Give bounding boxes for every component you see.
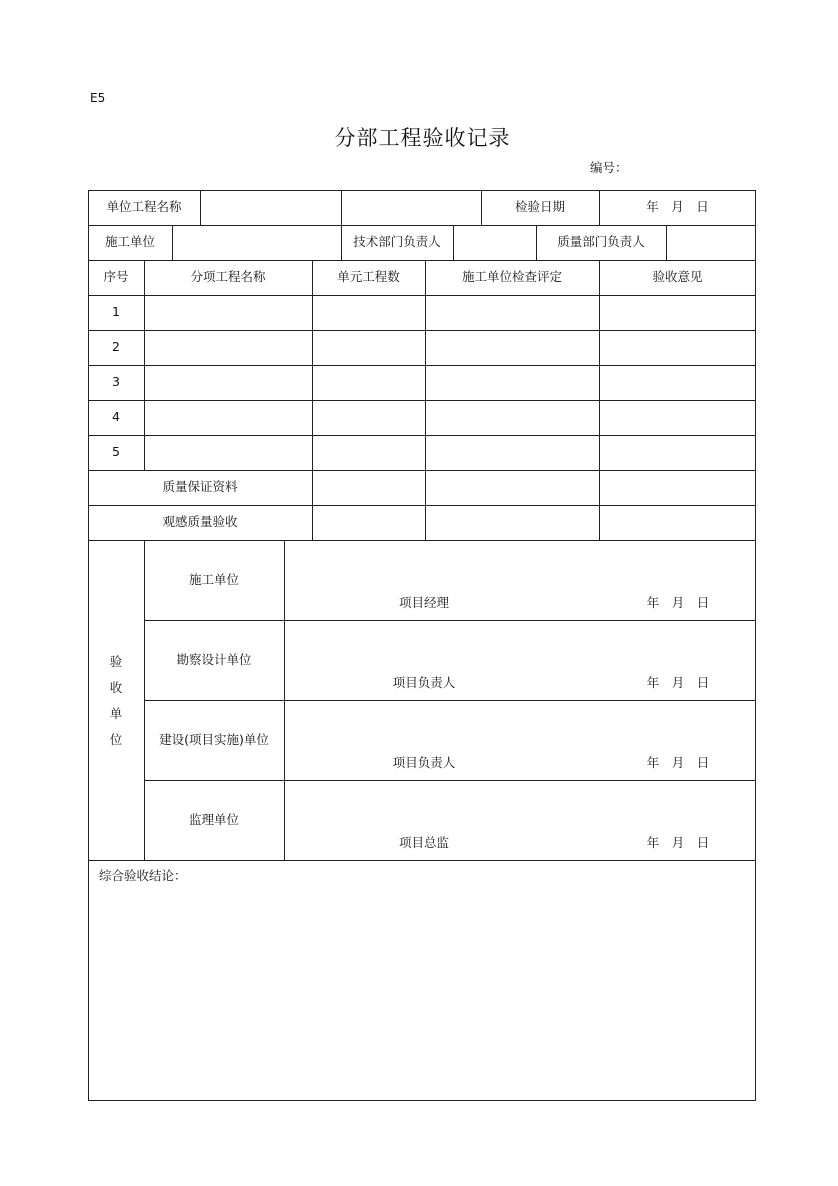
column-header-self-check: 施工单位检查评定 bbox=[461, 269, 562, 284]
col-divider bbox=[284, 540, 285, 860]
acceptance-unit-name: 施工单位 bbox=[188, 572, 239, 587]
row-divider bbox=[88, 435, 756, 436]
construction-unit-label: 施工单位 bbox=[104, 234, 155, 249]
col-divider bbox=[599, 260, 600, 540]
table-row-number: 1 bbox=[112, 304, 120, 319]
project-name-label: 单位工程名称 bbox=[106, 199, 182, 214]
acceptance-signer: 项目总监 bbox=[398, 835, 449, 850]
acceptance-date: 年 月 日 bbox=[646, 835, 710, 850]
page-title: 分部工程验收记录 bbox=[334, 126, 511, 150]
serial-number-label: 编号： bbox=[590, 160, 628, 175]
row-divider bbox=[88, 505, 756, 506]
check-date-value: 年 月 日 bbox=[646, 199, 709, 214]
acceptance-date: 年 月 日 bbox=[646, 595, 710, 610]
acceptance-unit-name: 建设(项目实施)单位 bbox=[159, 732, 269, 747]
acceptance-unit-name: 勘察设计单位 bbox=[176, 652, 252, 667]
row-divider bbox=[88, 400, 756, 401]
column-header-opinion: 验收意见 bbox=[652, 269, 703, 284]
acceptance-signer: 项目经理 bbox=[398, 595, 449, 610]
col-divider bbox=[312, 260, 313, 540]
table-border-right bbox=[755, 190, 756, 1101]
conclusion-label: 综合验收结论： bbox=[99, 868, 187, 883]
check-date-label: 检验日期 bbox=[514, 199, 565, 214]
col-divider bbox=[144, 260, 145, 470]
acceptance-date: 年 月 日 bbox=[646, 755, 710, 770]
acceptance-signer: 项目负责人 bbox=[392, 675, 456, 690]
col-divider bbox=[144, 540, 145, 860]
column-header-unit-count: 单元工程数 bbox=[337, 269, 400, 284]
row-divider bbox=[88, 225, 756, 226]
col-divider bbox=[341, 190, 342, 225]
row-divider bbox=[144, 700, 756, 701]
table-row-number: 2 bbox=[112, 339, 120, 354]
row-divider bbox=[88, 295, 756, 296]
table-row-number: 4 bbox=[112, 409, 120, 424]
table-border-left bbox=[88, 190, 89, 1101]
acceptance-signer: 项目负责人 bbox=[392, 755, 456, 770]
row-divider bbox=[88, 330, 756, 331]
acceptance-unit-name: 监理单位 bbox=[188, 812, 239, 827]
table-border-top bbox=[88, 190, 756, 191]
row-divider bbox=[144, 780, 756, 781]
quality-docs-label: 质量保证资料 bbox=[162, 479, 238, 494]
col-divider bbox=[666, 225, 667, 260]
row-divider bbox=[88, 260, 756, 261]
acceptance-date: 年 月 日 bbox=[646, 675, 710, 690]
table-border-bottom bbox=[88, 1100, 756, 1101]
table-row-number: 5 bbox=[112, 444, 120, 459]
quality-manager-label: 质量部门负责人 bbox=[557, 234, 645, 249]
column-header-index: 序号 bbox=[103, 269, 129, 284]
row-divider bbox=[144, 620, 756, 621]
table-row-number: 3 bbox=[112, 374, 120, 389]
row-divider bbox=[88, 540, 756, 541]
appearance-label: 观感质量验收 bbox=[162, 514, 238, 529]
row-divider bbox=[88, 860, 756, 861]
acceptance-record-table bbox=[88, 190, 756, 1101]
column-header-item-name: 分项工程名称 bbox=[190, 269, 266, 284]
acceptance-group-label: 验 收 单 位 bbox=[109, 654, 123, 747]
row-divider bbox=[88, 470, 756, 471]
col-divider bbox=[172, 225, 173, 260]
col-divider bbox=[200, 190, 201, 225]
form-code: E5 bbox=[90, 91, 106, 105]
row-divider bbox=[88, 365, 756, 366]
col-divider bbox=[425, 260, 426, 540]
col-divider bbox=[453, 225, 454, 260]
tech-manager-label: 技术部门负责人 bbox=[353, 234, 441, 249]
